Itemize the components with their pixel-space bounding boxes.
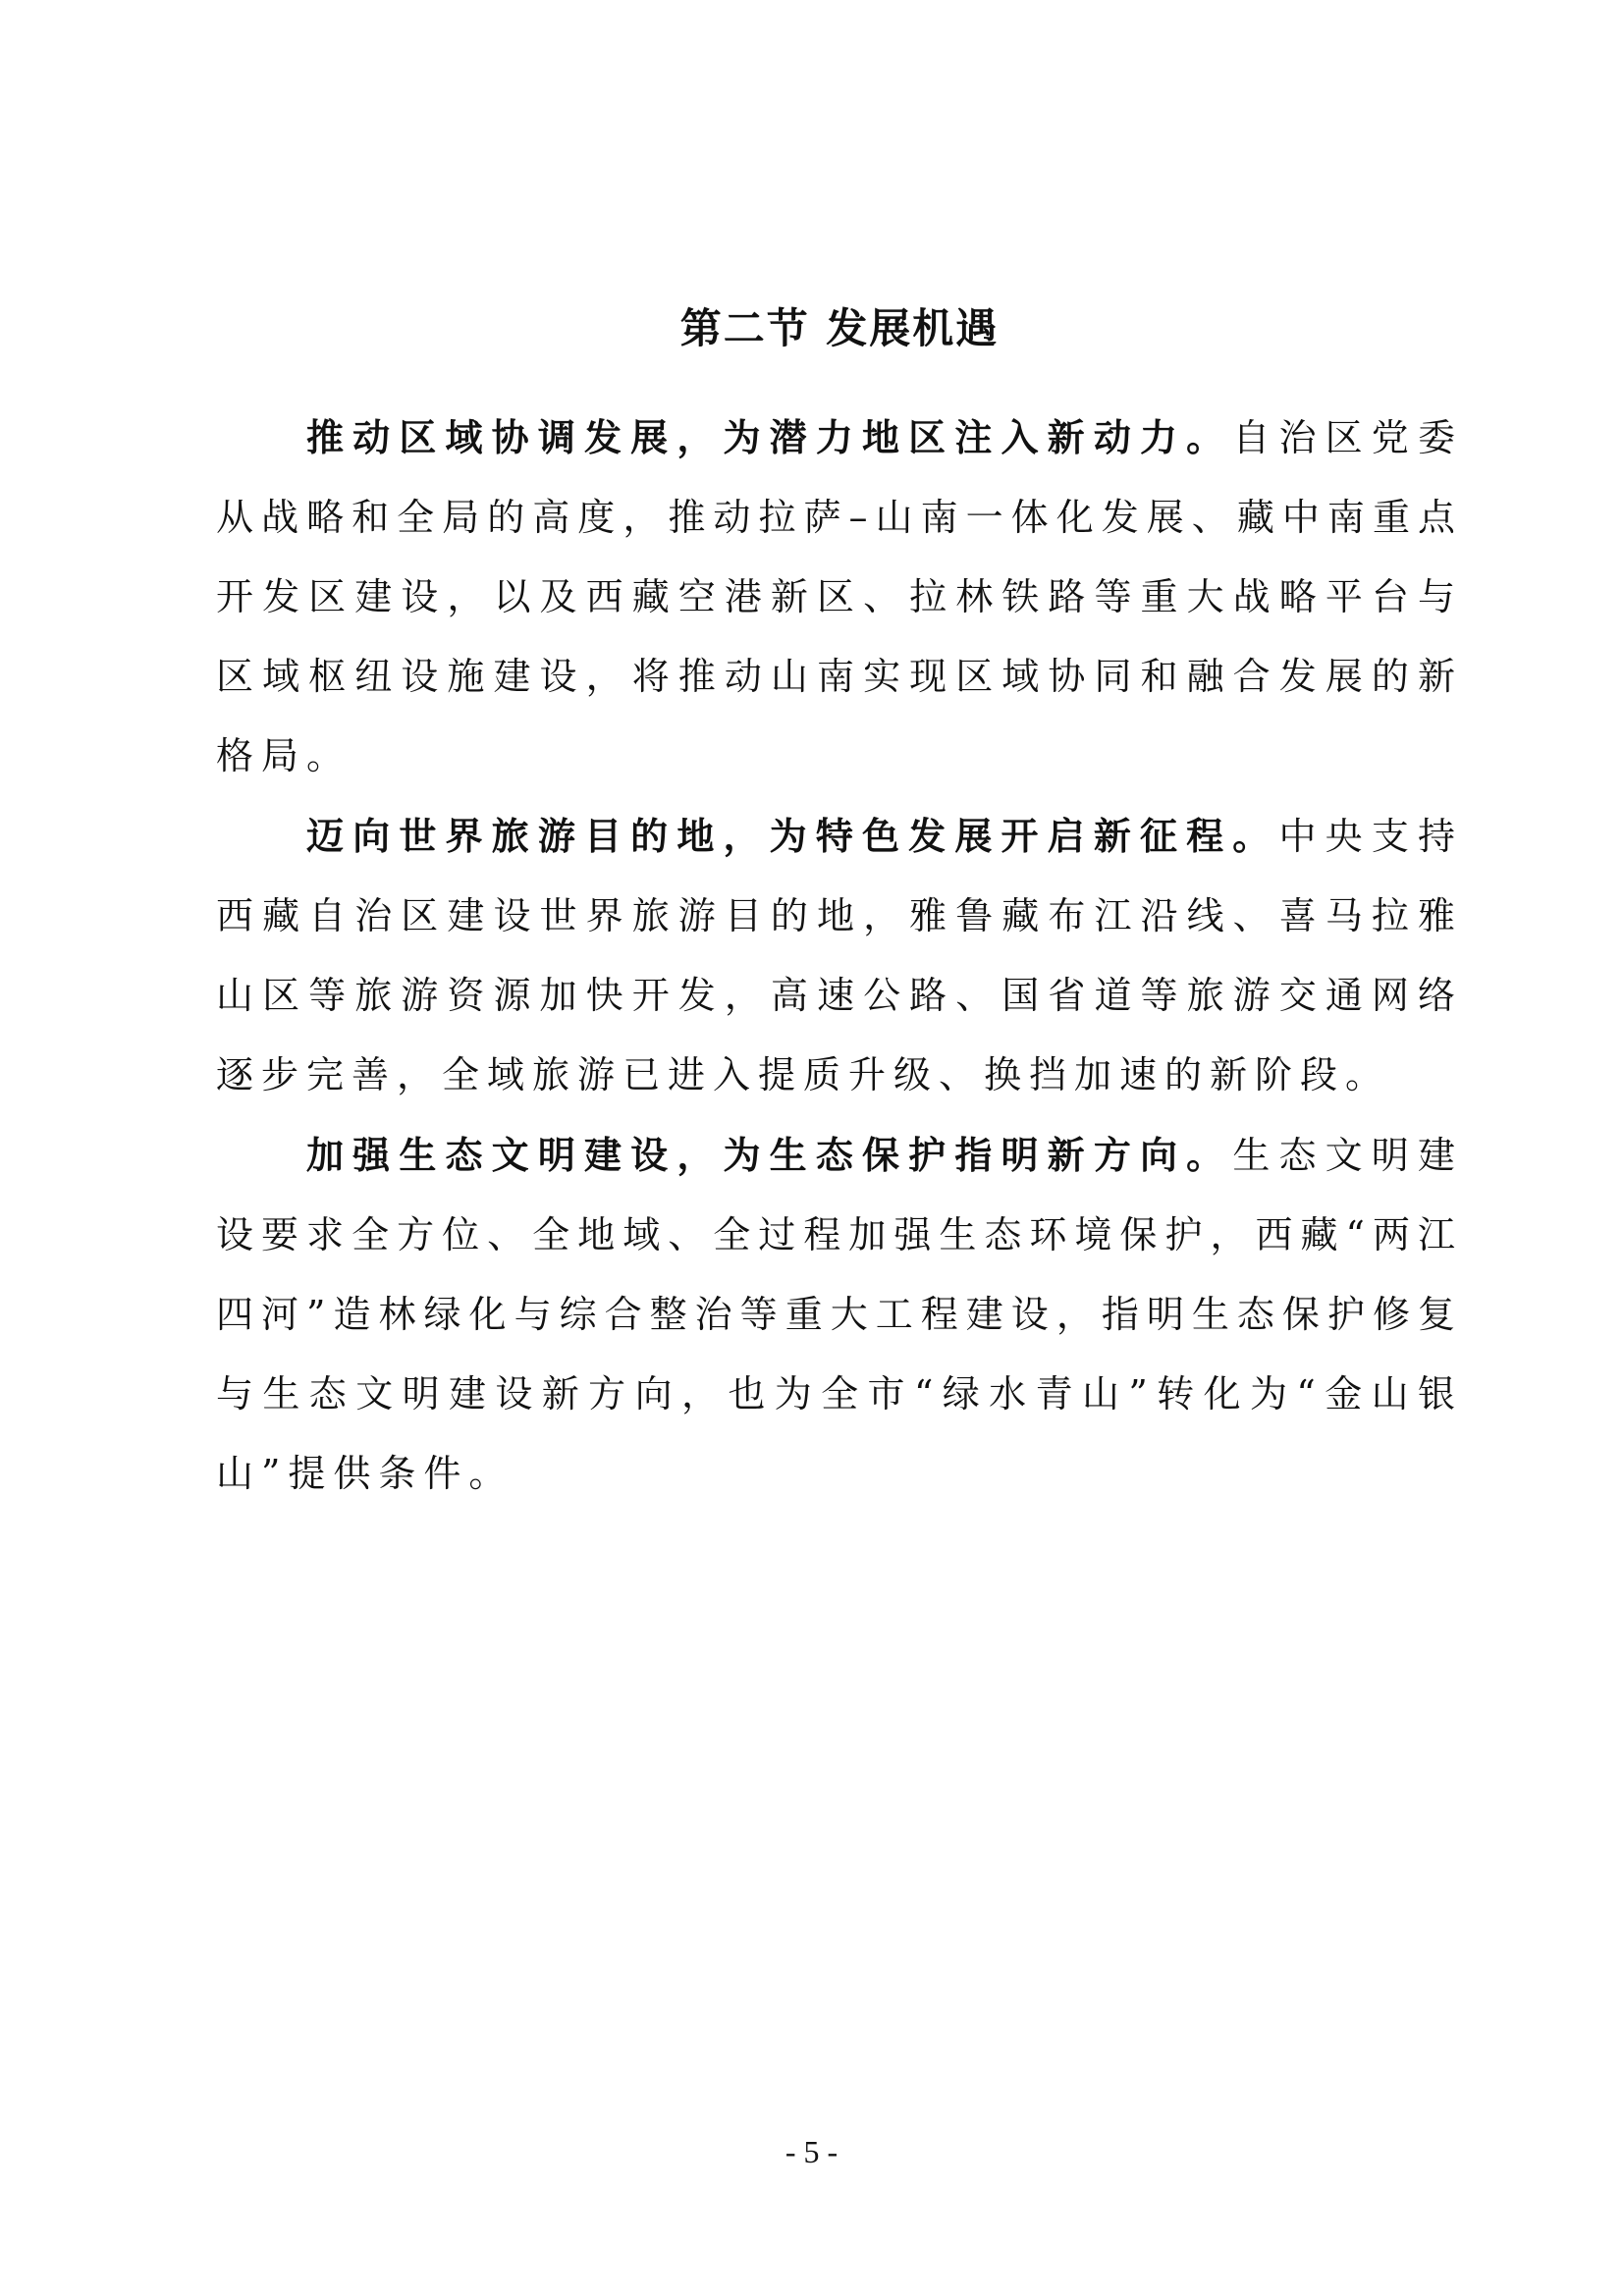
paragraph-regional-coordination [216, 398, 1463, 796]
paragraph-lead: 迈向世界旅游目的地，为特色发展开启新征程。 [306, 814, 1279, 858]
page-number: - 5 - [784, 2134, 839, 2169]
paragraph-body: 中央支持西藏自治区建设世界旅游目的地，雅鲁藏布江沿线、喜马拉雅山区等旅游资源加快开发，高速公路、国省道等旅游交通网络逐步完善，全域旅游已进入提质升级、换挡加速的新阶段。 [216, 815, 1463, 1096]
page-content [216, 299, 1463, 1514]
paragraph-lead: 加强生态文明建设，为生态保护指明新方向。 [306, 1133, 1233, 1177]
paragraph-tourism-destination [216, 796, 1463, 1115]
paragraph-body: 自治区党委从战略和全局的高度，推动拉萨–山南一体化发展、藏中南重点开发区建设，以及西藏空港新区、拉林铁路等重大战略平台与区域枢纽设施建设，将推动山南实现区域协同和融合发展的新格局。 [216, 416, 1463, 777]
paragraph-ecological-civilization [216, 1115, 1463, 1514]
paragraph-lead: 推动区域协调发展，为潜力地区注入新动力。 [306, 415, 1233, 459]
paragraph-body: 生态文明建设要求全方位、全地域、全过程加强生态环境保护，西藏“两江四河”造林绿化与综合整治等重大工程建设，指明生态保护修复与生态文明建设新方向，也为全市“绿水青山”转化为“金山银山”提供条件。 [216, 1134, 1463, 1495]
section-title: 第二节 发展机遇 [679, 304, 1000, 352]
